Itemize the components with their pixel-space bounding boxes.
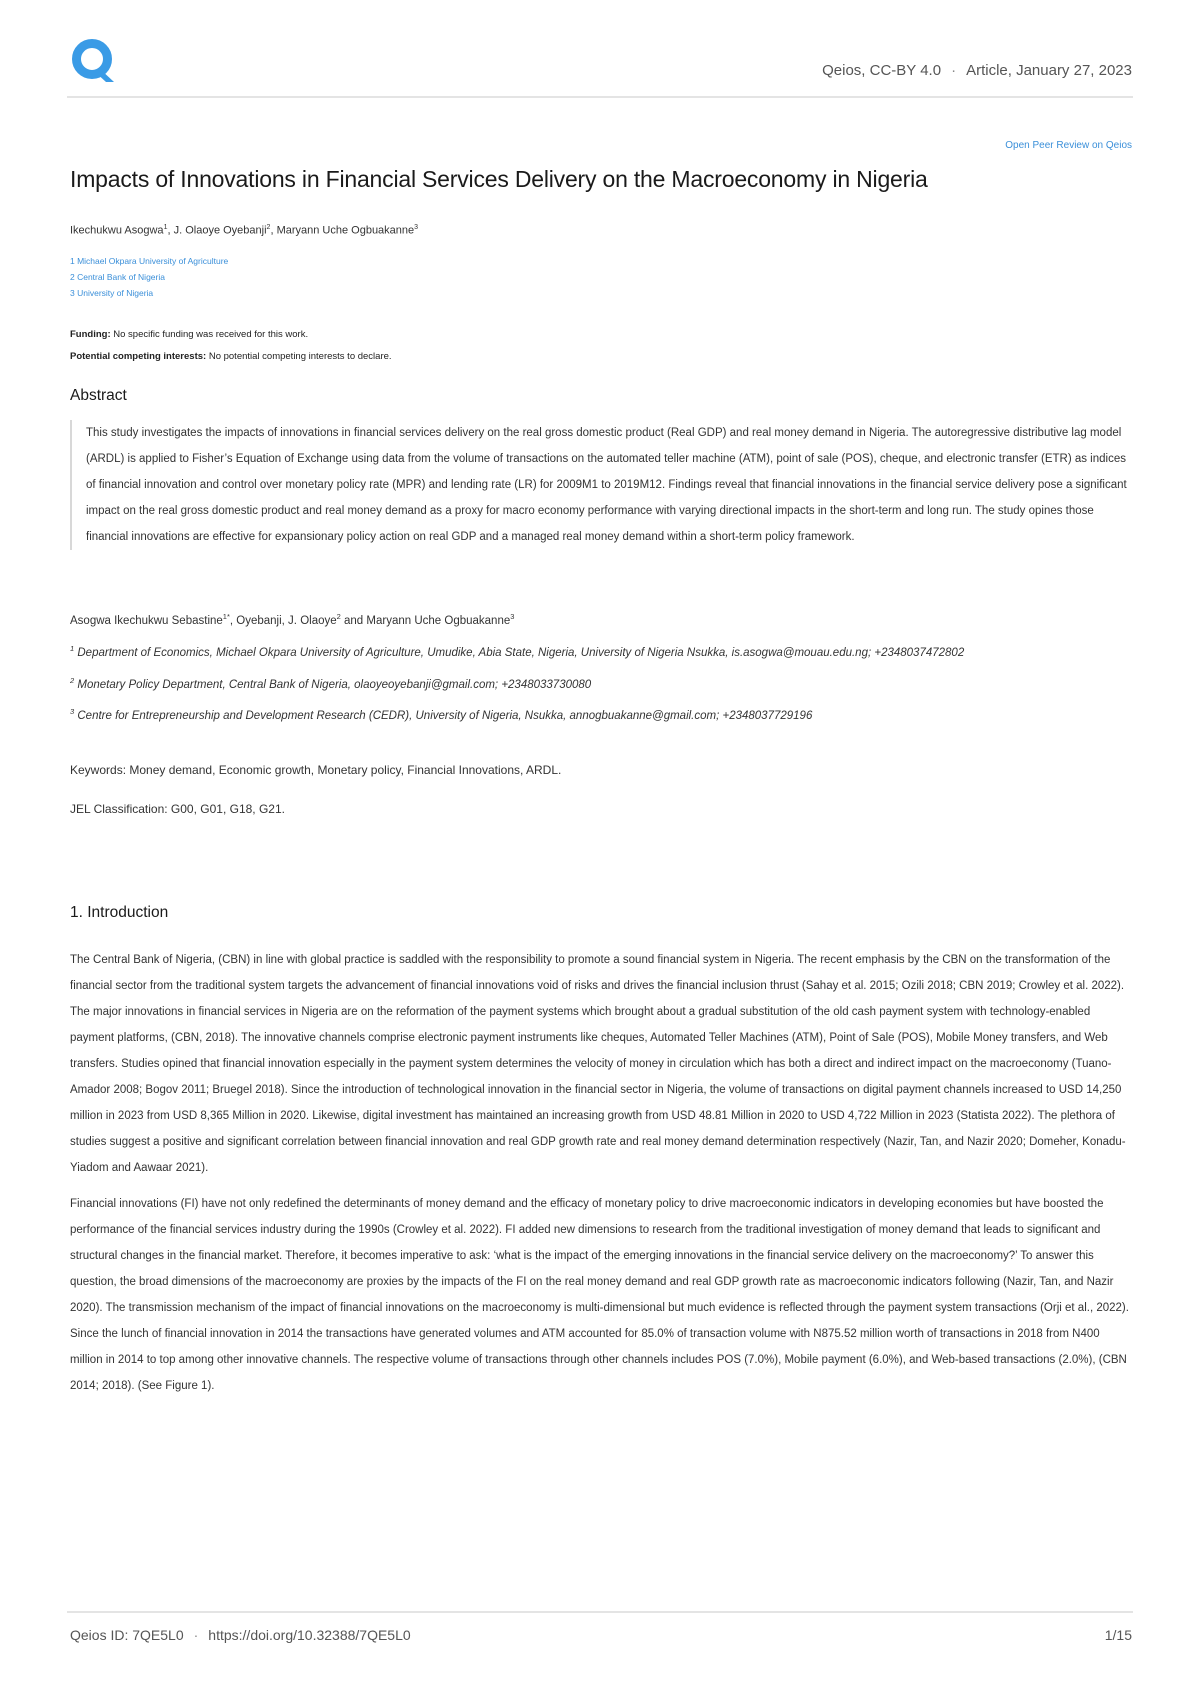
- author-name: J. Olaoye Oyebanji: [173, 224, 267, 237]
- author-details: [70, 603, 1133, 730]
- open-peer-review-link[interactable]: Open Peer Review on Qeios: [1005, 140, 1132, 151]
- author-affiliation-mark: 3: [414, 224, 419, 231]
- funding-label: Funding:: [70, 329, 111, 340]
- jel-classification: JEL Classification: G00, G01, G18, G21.: [70, 802, 285, 816]
- introduction-body: [70, 947, 1133, 1409]
- author-name: Maryann Uche Ogbuakanne: [276, 224, 415, 237]
- footer-divider: [67, 1611, 1133, 1613]
- author-list: Ikechukwu Asogwa$^1$, J. Olaoye Oyebanji$^2$, Maryann Uche Ogbuakanne$^3$: [70, 224, 419, 237]
- author-affiliation-mark: 1: [163, 224, 168, 231]
- competing-interests-text: No potential competing interests to declare.: [208, 351, 392, 362]
- header-separator: ·: [951, 62, 957, 79]
- abstract-text: This study investigates the impacts of innovations in financial services delivery on the real gross domestic product (Real GDP) and real money demand in Nigeria. The autoregressive distributive lag model (ARDL) is applied to Fisher’s Equation of Exchange using data from the volume of transactions on the automated teller machine (ATM), point of sale (POS), cheque, and electronic transfer (ETR) as indices of financial innovation and control over monetary policy rate (MPR) and lending rate (LR) for 2009M1 to 2019M12. Findings reveal that financial innovations in the financial service delivery pose a significant impact on the real gross domestic product and real money demand as a proxy for macro economy performance with varying directional impacts in the short-term and long run. The study opines those financial innovations are effective for expansionary policy action on real GDP and a managed real money demand within a short-term policy framework.: [86, 427, 1127, 543]
- affiliation-list: [70, 253, 228, 301]
- funding-statement: [70, 324, 392, 368]
- author-affiliation-detail: $^1$ Department of Economics, Michael Okpara University of Agriculture, Umudike, Abia State, Nigeria, University of Nigeria Nsukka, is.asogwa@mouau.edu.ng; +2348037472802: [70, 643, 965, 659]
- qeios-logo-icon[interactable]: [70, 38, 122, 84]
- article-date: Article, January 27, 2023: [966, 62, 1132, 79]
- author-affiliation-detail: $^3$ Centre for Entrepreneurship and Development Research (CEDR), University of Nigeria, Nsukka, annogbuakanne@gmail.com; +2348037729196: [70, 707, 813, 723]
- author-affiliation-mark: 2: [266, 224, 271, 231]
- page-number: 1/15: [1104, 1627, 1132, 1643]
- affiliation-link[interactable]: 1 Michael Okpara University of Agriculture: [70, 256, 229, 266]
- qeios-id: Qeios ID: 7QE5L0: [70, 1627, 184, 1643]
- author-name: Ikechukwu Asogwa: [70, 224, 164, 237]
- introduction-heading: 1. Introduction: [70, 904, 169, 921]
- affiliation-link[interactable]: 3 University of Nigeria: [70, 288, 154, 298]
- publisher-license: Qeios, CC-BY 4.0: [822, 62, 942, 79]
- header-divider: [67, 96, 1133, 98]
- abstract-heading: Abstract: [70, 387, 127, 404]
- header-meta: [822, 62, 1132, 79]
- footer-separator: ·: [193, 1627, 199, 1643]
- doi-link[interactable]: https://doi.org/10.32388/7QE5L0: [208, 1627, 411, 1643]
- introduction-paragraph: Financial innovations (FI) have not only redefined the determinants of money demand and the efficacy of monetary policy to drive macroeconomic indicators in developing economies but have boosted the performance of the financial services industry during the 1990s (Crowley et al. 2022). FI added new dimensions to research from the traditional investigation of money demand that leads to significant and structural changes in the financial market. Therefore, it becomes imperative to ask: ‘what is the impact of the emerging innovations in the financial service delivery on the macroeconomy?’ To answer this question, the broad dimensions of the macroeconomy are proxies by the impacts of the FI on the real money demand and real GDP growth rate as macroeconomic indicators following (Nazir, Tan, and Nazir 2020). The transmission mechanism of the impact of financial innovations on the macroeconomy is multi-dimensional but much evidence is reflected through the payment system transactions (Orji et al., 2022). Since the lunch of financial innovation in 2014 the transactions have generated volumes and ATM accounted for 85.0% of transaction volume with N875.52 million worth of transactions in 2018 from N400 million in 2014 to top among other innovative channels. The respective volume of transactions through other channels includes POS (7.0%), Mobile payment (6.0%), and Web-based transactions (2.0%), (CBN 2014; 2018). (See Figure 1).: [70, 1198, 1129, 1392]
- keywords: Keywords: Money demand, Economic growth, Monetary policy, Financial Innovations, ARDL.: [70, 763, 562, 777]
- funding-text: No specific funding was received for this work.: [113, 329, 309, 340]
- paper-title: Impacts of Innovations in Financial Services Delivery on the Macroeconomy in Nigeria: [70, 166, 928, 192]
- affiliation-link[interactable]: 2 Central Bank of Nigeria: [70, 272, 165, 282]
- introduction-paragraph: The Central Bank of Nigeria, (CBN) in line with global practice is saddled with the responsibility to promote a sound financial system in Nigeria. The recent emphasis by the CBN on the transformation of the financial sector from the traditional system targets the advancement of financial innovations void of risks and drives the financial inclusion thrust (Sahay et al. 2015; Ozili 2018; CBN 2019; Crowley et al. 2022). The major innovations in financial services in Nigeria are on the reformation of the payment systems which brought about a gradual substitution of the old cash payment system with technology-enabled payment platforms, (CBN, 2018). The innovative channels comprise electronic payment instruments like cheques, Automated Teller Machines (ATM), Point of Sale (POS), Mobile Money transfers, and Web transfers. Studies opined that financial innovation especially in the payment system determines the velocity of money in circulation which has both a direct and indirect impact on the macroeconomy (Tuano-Amador 2008; Bogov 2011; Bruegel 2018). Since the introduction of technological innovation in the financial sector in Nigeria, the volume of transactions on digital payment channels increased to USD 14,250 million in 2023 from USD 8,365 Million in 2020. Likewise, digital investment has maintained an increasing growth from USD 48.81 Million in 2020 to USD 4,722 Million in 2023 (Statista 2022). The plethora of studies suggest a positive and significant correlation between financial innovation and real GDP growth rate and real money demand determination respectively (Nazir, Tan, and Nazir 2020; Domeher, Konadu-Yiadom and Aawaar 2021).: [70, 954, 1126, 1174]
- author-details-line: Asogwa Ikechukwu Sebastine$^{1*}$, Oyebanji, J. Olaoye$^2$ and Maryann Uche Ogbuakanne$^3$: [70, 612, 515, 627]
- abstract-block: [70, 420, 1133, 550]
- competing-interests-label: Potential competing interests:: [70, 351, 207, 362]
- footer-identifiers: [70, 1627, 411, 1643]
- author-affiliation-detail: $^2$ Monetary Policy Department, Central Bank of Nigeria, olaoyeoyebanji@gmail.com; +2348033730080: [70, 675, 592, 691]
